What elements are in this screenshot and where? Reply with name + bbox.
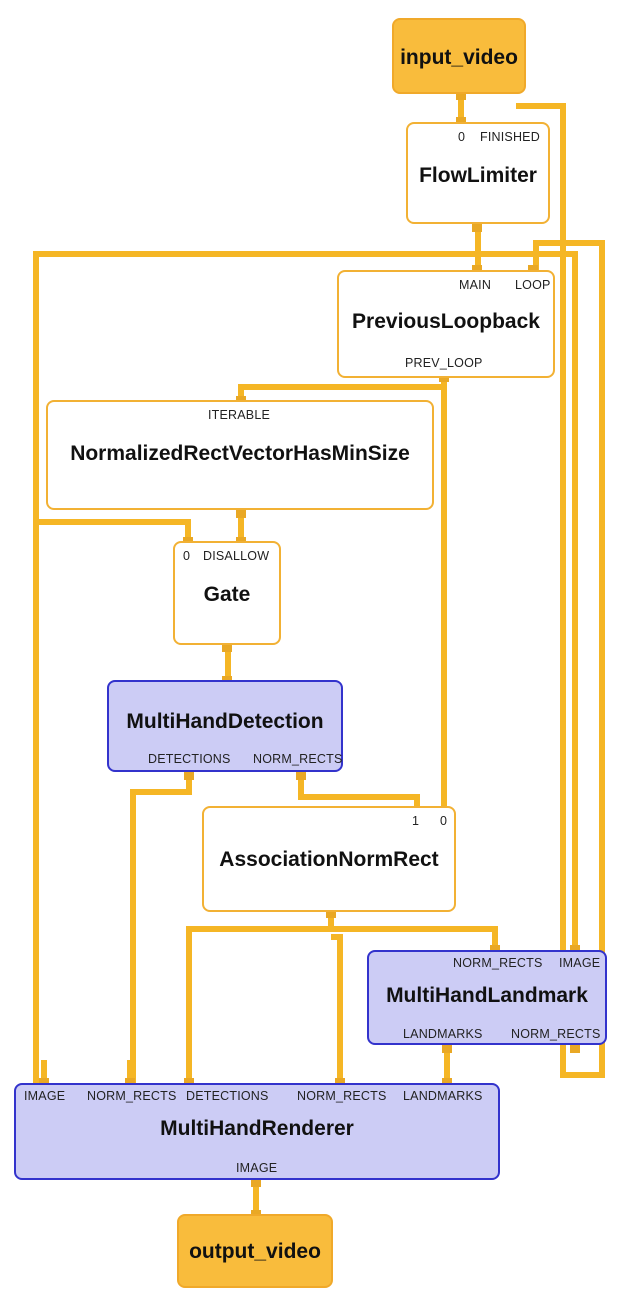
port-renderer-norm-rects-1: NORM_RECTS [87, 1089, 177, 1103]
node-flow-limiter[interactable] [406, 122, 550, 224]
port-renderer-landmarks: LANDMARKS [403, 1089, 483, 1103]
port-detection-detections: DETECTIONS [148, 752, 231, 766]
node-multi-hand-landmark[interactable] [367, 950, 607, 1045]
edge-detection-normrects-right [298, 794, 420, 800]
node-gate-label: Gate [203, 583, 251, 606]
edge-image-bus-top [33, 251, 578, 257]
port-renderer-image-out: IMAGE [236, 1161, 278, 1175]
node-output-video-label: output_video [189, 1240, 321, 1263]
node-normalized-rect-vector-has-min-size[interactable] [46, 400, 434, 510]
edge-assoc-to-renderer [186, 926, 192, 1083]
port-flowlimiter-0: 0 [458, 130, 466, 144]
node-multi-hand-renderer-label: MultiHandRenderer [160, 1117, 354, 1140]
port-detection-norm-rects: NORM_RECTS [253, 752, 343, 766]
edge-prevloop-left [238, 384, 447, 390]
port-assoc-0: 0 [440, 814, 448, 828]
edge-finished-dash-right [560, 103, 566, 1078]
port-gate-0: 0 [183, 549, 191, 563]
port-landmark-norm-rects-out: NORM_RECTS [511, 1027, 601, 1041]
node-flow-limiter-label: FlowLimiter [419, 164, 537, 187]
edge-flowlimiter-to-loopback [475, 226, 481, 270]
port-renderer-norm-rects-2: NORM_RECTS [297, 1089, 387, 1103]
node-association-norm-rect-label: AssociationNormRect [219, 848, 439, 871]
node-multi-hand-detection-label: MultiHandDetection [126, 710, 324, 733]
port-landmark-norm-rects-in: NORM_RECTS [453, 956, 543, 970]
edge-detections-to-renderer [130, 789, 136, 1083]
port-renderer-detections: DETECTIONS [186, 1089, 269, 1103]
port-landmark-image-in: IMAGE [559, 956, 601, 970]
node-output-video[interactable] [177, 1214, 333, 1288]
edge-finished-dash-mid [533, 240, 605, 246]
node-multi-hand-renderer[interactable] [14, 1083, 500, 1180]
port-loopback-prev-loop: PREV_LOOP [405, 356, 483, 370]
edge-detections-left [130, 789, 192, 795]
edge-image-bus-left [33, 251, 39, 1083]
node-association-norm-rect[interactable] [202, 806, 456, 912]
node-input-video-label: input_video [400, 46, 518, 69]
node-input-video[interactable] [392, 18, 526, 94]
node-gate[interactable] [173, 541, 281, 645]
edge-image-bus-right [572, 251, 578, 951]
port-minsize-iterable: ITERABLE [208, 408, 271, 422]
edge-assoc-out-right [328, 926, 498, 932]
port-gate-disallow: DISALLOW [203, 549, 270, 563]
edge-prevloop-to-assoc [441, 384, 447, 818]
edge-renderer-normrects-col4-h [331, 934, 343, 940]
port-landmark-landmarks-out: LANDMARKS [403, 1027, 483, 1041]
port-renderer-image-in: IMAGE [24, 1089, 66, 1103]
node-previous-loopback[interactable] [337, 270, 555, 378]
port-loopback-loop: LOOP [515, 278, 551, 292]
node-previous-loopback-label: PreviousLoopback [352, 310, 540, 333]
edge-finished-dash-top [516, 103, 566, 109]
edge-renderer-normrects-col4 [337, 940, 343, 1083]
node-multi-hand-landmark-label: MultiHandLandmark [386, 984, 588, 1007]
port-loopback-main: MAIN [459, 278, 492, 292]
edge-gate-in-h [33, 519, 191, 525]
port-flowlimiter-finished: FINISHED [480, 130, 540, 144]
node-minsize-label: NormalizedRectVectorHasMinSize [70, 442, 410, 465]
edge-assoc-to-renderer-h [186, 926, 332, 932]
node-multi-hand-detection[interactable] [107, 680, 343, 772]
port-assoc-1: 1 [412, 814, 420, 828]
